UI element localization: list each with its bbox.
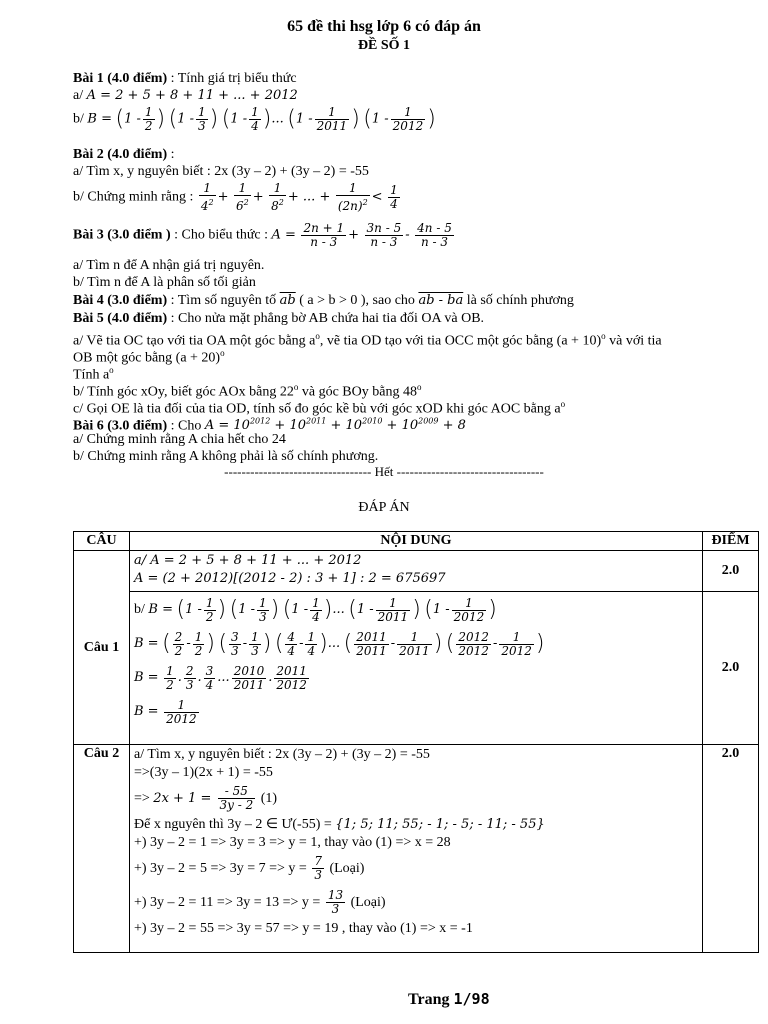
problem-2-heading: Bài 2 (4.0 điểm) : xyxy=(73,147,175,162)
answer-key-title: ĐÁP ÁN xyxy=(358,500,410,515)
problem-5a-line3: Tính $a^o$ xyxy=(73,365,114,383)
problem-5-heading: Bài 5 (4.0 điểm) : Cho nửa mặt phẳng bờ AB chứa hai tia đối OA và OB. xyxy=(73,311,485,326)
problem-5c: c/ Gọi OE là tia đối của tia OD, tính số đo góc kề bù với góc xOD khi góc AOC bằng $a^o$ xyxy=(73,399,566,417)
problem-5a-line2: OB một góc bằng $(a + 20)^o$ xyxy=(73,348,225,366)
header-question: CÂU xyxy=(74,532,130,551)
problem-6b: b/ Chứng minh rằng A không phải là số chính phương. xyxy=(73,449,379,464)
table-row xyxy=(74,551,759,592)
answer-content: a/ A = 2 + 5 + 8 + 11 + ... + 2012 A = (2 + 2012)[(2012 - 2) : 3 + 1] : 2 = 675697 xyxy=(130,551,703,592)
problem-6-heading: Bài 6 (3.0 điểm) : Cho $A = 10^{2012} + 10^{2011} + 10^{2010} + 10^{2009} + 8$ xyxy=(73,417,466,434)
problem-6a: a/ Chứng minh rằng A chia hết cho 24 xyxy=(73,432,286,447)
answer-score: 2.0 xyxy=(703,745,759,953)
problem-1a: a/ A = 2 + 5 + 8 + 11 + ... + 2012 xyxy=(73,88,298,103)
answer-table xyxy=(73,531,759,953)
header-content: NỘI DUNG xyxy=(130,532,703,551)
problem-4: Bài 4 (3.0 điểm) : Tìm số nguyên tố $\overline{ab}$ ( a > b > 0 ), sao cho ab - ba là số chính phương xyxy=(73,293,574,308)
document-title: 65 đề thi hsg lớp 6 có đáp án xyxy=(287,18,481,35)
problem-5a-line1: a/ Vẽ tia OC tạo với tia OA một góc bằng $a^o$, vẽ tia OD tạo với tia OCC một góc bằng $(a + 10)^o$ và với tia xyxy=(73,331,662,349)
problem-2a: a/ Tìm x, y nguyên biết : 2x (3y – 2) + (3y – 2) = -55 xyxy=(73,164,369,179)
problem-1b: b/ B = (1 - $\frac{1}{2}$ ) (1 - $\frac{1}{3}$ ) (1 - $\frac{1}{4}$ )... (1 - $\frac{1}{2011}$ ) (1 - $\frac{1}{2012}$ ) xyxy=(73,105,436,133)
problem-3b: b/ Tìm n để A là phân số tối giản xyxy=(73,275,256,290)
page-label: Trang xyxy=(408,991,450,1008)
answer-score: 2.0 xyxy=(703,551,759,592)
problem-1-heading: Bài 1 (4.0 điểm) : Tính giá trị biểu thức xyxy=(73,71,297,86)
problem-5b: b/ Tính góc xOy, biết góc AOx bằng 22$^o$ và góc BOy bằng 48$^o$ xyxy=(73,382,422,400)
answer-content: a/ Tìm x, y nguyên biết : 2x (3y – 2) + (3y – 2) = -55 =>(3y – 1)(2x + 1) = -55 => 2x + 1 = $\frac{- 55}{3y - 2}$ (1) Để x nguyên thì 3y – 2 ∈ Ư(-55) = {1; 5; 11; 55; - 1; - 5; - 11; - 55} +) 3y – 2 = 1 => 3y = 3 => y = 1, thay vào (1) => x = 28 +) 3y – 2 = 5 => 3y = 7 => y = $\frac{7}{3}$ (Loại) +) 3y – 2 = 11 => 3y = 13 => y = $\frac{13}{3}$ (Loại) +) 3y – 2 = 55 => 3y = 57 => y = 19 , thay vào (1) => x = -1 xyxy=(130,745,703,953)
table-header-row xyxy=(74,532,759,551)
end-separator: ---------------------------------- Hết ---------------------------------- xyxy=(224,464,544,479)
problem-3-heading: Bài 3 (3.0 điểm ) : Cho biểu thức : A = $\frac{2n + 1}{n - 3}$ + $\frac{3n - 5}{n - 3}$ - $\frac{4n - 5}{n - 3}$ xyxy=(73,221,452,249)
problem-3a: a/ Tìm n để A nhận giá trị nguyên. xyxy=(73,258,265,273)
exam-number: ĐỀ SỐ 1 xyxy=(357,38,411,53)
problem-2b: b/ Chứng minh rằng : $\frac{1}{4^2}$ + $\frac{1}{6^2}$ + $\frac{1}{8^2}$ + ... + $\frac{1}{(2n)^2}$ < $\frac{1}{4}$ xyxy=(73,181,398,213)
question-label: Câu 2 xyxy=(74,745,130,953)
page-number: 1/98 xyxy=(453,990,490,1008)
answer-score: 2.0 xyxy=(703,592,759,745)
table-row xyxy=(74,745,759,953)
page-footer xyxy=(408,990,490,1009)
answer-content: b/ B = (1 - $\frac{1}{2}$ ) (1 - $\frac{1}{3}$ ) (1 - $\frac{1}{4}$ )... (1 - $\frac{1}{2011}$ ) (1 - $\frac{1}{2012}$ ) B = ( $\frac{2}{2}$ - $\frac{1}{2}$ ) ( $\frac{3}{3}$ - $\frac{1}{3}$ ) ( $\frac{4}{4}$ - $\frac{1}{4}$ )... ( $\frac{2011}{2011}$ - $\frac{1}{2011}$ ) ( $\frac{2012}{2012}$ - $\frac{1}{2012}$ ) B = $\frac{1}{2}$ . $\frac{2}{3}$ . $\frac{3}{4}$ ... $\frac{2010}{2011}$ . $\frac{2011}{2012}$ B = $\frac{1}{2012}$ xyxy=(130,592,703,745)
question-label: Câu 1 xyxy=(74,551,130,745)
header-score: ĐIỂM xyxy=(703,532,759,551)
table-row xyxy=(74,592,759,745)
